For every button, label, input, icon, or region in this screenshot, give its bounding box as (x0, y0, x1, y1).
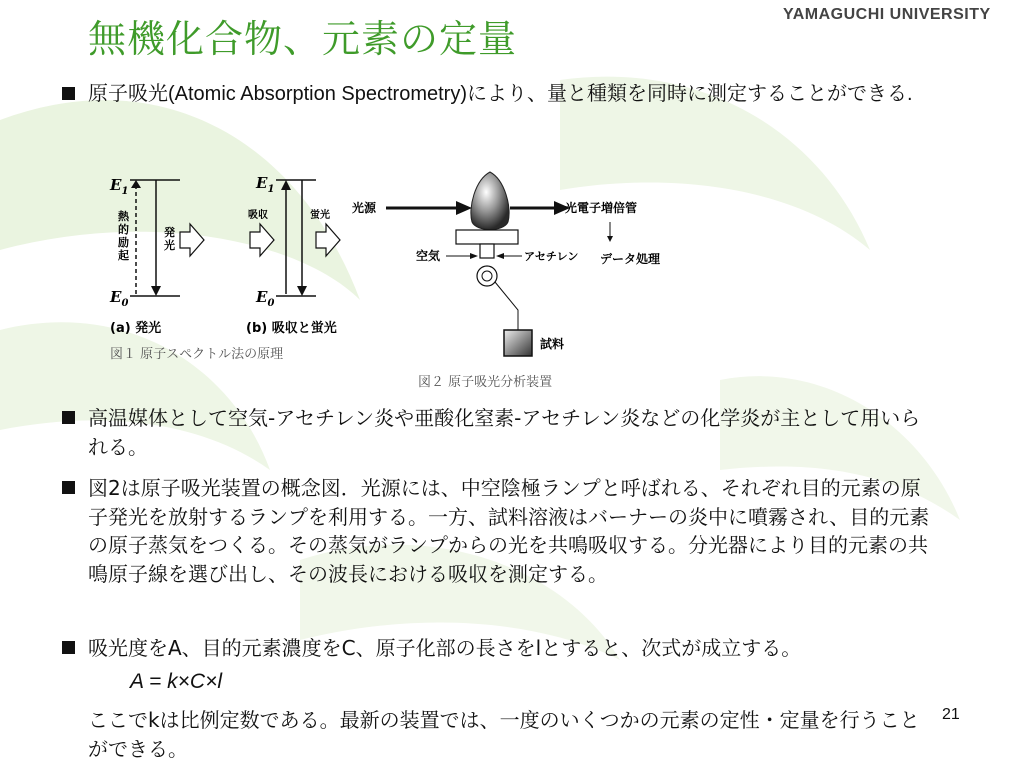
light-source-label: 光源 (352, 201, 377, 215)
figure2-caption: 図２ 原子吸光分析装置 (418, 375, 553, 390)
emission-char: 光 (164, 239, 175, 252)
bullet-square-icon (62, 87, 75, 100)
flame-icon (471, 172, 509, 230)
e0-label-a: $E_0$ (110, 288, 129, 309)
bullet-item (62, 80, 932, 109)
sample-container-icon (504, 330, 532, 356)
figure1-panel-b (246, 174, 340, 336)
e0-label-b: $E_0$ (256, 288, 275, 309)
bullet-item (62, 404, 932, 461)
thermal-excitation-char: 励 (118, 236, 129, 249)
figure1-label-a: (a) 発光 (110, 321, 162, 336)
absorbance-formula: A = k×C×l (130, 670, 223, 693)
formula-note: ここでkは比例定数である。最新の装置では、一度のいくつかの元素の定性・定量を行うことができる。 (88, 708, 920, 761)
figure1-label-b: (b) 吸収と蛍光 (246, 321, 337, 336)
e1-label-b: $E_1$ (256, 174, 275, 195)
bullet-text: 吸光度をA、目的元素濃度をC、原子化部の長さをlとすると、次式が成立する。 (88, 636, 802, 660)
emission-hollow-arrow-icon (180, 224, 204, 256)
emission-char: 発 (164, 226, 175, 239)
sample-label: 試料 (540, 337, 565, 351)
data-processing-label: データ処理 (600, 252, 661, 266)
burner-head (456, 230, 518, 244)
photomultiplier-label: 光電子増倍管 (565, 201, 638, 215)
figure1-panel-a (109, 176, 204, 336)
spectrometry-figure (100, 160, 680, 400)
bullet-square-icon (62, 641, 75, 654)
bullet-item (62, 634, 932, 663)
figure2-apparatus (352, 172, 661, 356)
acetylene-label: アセチレン (524, 250, 579, 263)
fluorescence-label: 蛍光 (310, 210, 330, 221)
fluorescence-hollow-arrow-icon (316, 224, 340, 256)
absorption-label: 吸収 (248, 210, 268, 221)
bullet-text: 図2は原子吸光装置の概念図．光源には、中空陰極ランプと呼ばれる、それぞれ目的元素の原子発光を放射するランプを利用する。一方、試料溶液はバーナーの炎中に噴霧され、目的元素の原子蒸気をつくる。その蒸気がランプからの光を共鳴吸収する。分光器により目的元素の共鳴原子線を選び出し、その波長における吸収を測定する。 (88, 476, 930, 586)
thermal-excitation-char: 熱 (118, 210, 129, 223)
thermal-excitation-char: 的 (118, 223, 129, 236)
e1-label-a: $E_1$ (110, 176, 129, 197)
bullet-text: 高温媒体として空気-アセチレン炎や亜酸化窒素-アセチレン炎などの化学炎が主として用いられる。 (88, 406, 921, 459)
university-logo: YAMAGUCHI UNIVERSITY (783, 6, 991, 23)
bullet-text: 原子吸光(Atomic Absorption Spectrometry)により、量と種類を同時に測定することができる. (88, 83, 913, 105)
figure1-caption: 図１ 原子スペクトル法の原理 (110, 347, 284, 362)
absorption-hollow-arrow-icon (250, 224, 274, 256)
thermal-excitation-char: 起 (118, 249, 129, 262)
bullet-square-icon (62, 411, 75, 424)
bullet-square-icon (62, 481, 75, 494)
bullet-item (62, 474, 932, 588)
air-label: 空気 (416, 249, 441, 263)
slide-title: 無機化合物、元素の定量 (88, 17, 518, 61)
page-number: 21 (942, 706, 960, 723)
